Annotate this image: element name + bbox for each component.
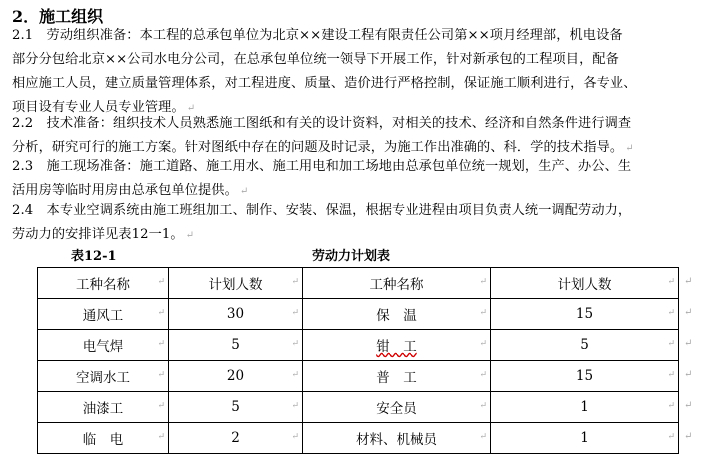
table-cell: 材料、机械员 ↵	[303, 423, 491, 454]
table-row	[38, 299, 679, 330]
text-line: 2.2 技术准备：组织技术人员熟悉施工图纸和有关的设计资料，对相关的技术、经济和自然条件进行调查	[12, 116, 632, 131]
row-end-mark-icon: ↵	[684, 276, 693, 287]
table-row	[38, 330, 679, 361]
table-cell: 安全员 ↵	[303, 392, 491, 423]
table-cell: 5 ↵	[169, 330, 303, 361]
cell-mark-icon: ↵	[667, 277, 675, 287]
text-line: 2.4 本专业空调系统由施工班组加工、制作、安装、保温，根据专业进程由项目负责人统一调配劳动力，	[12, 203, 632, 218]
paragraph-mark-icon: ↵	[186, 103, 196, 114]
section-heading: 2．施工组织	[12, 7, 104, 26]
text-line-content: 分析，研究可行的施工方案。针对图纸中存在的问题及时记录，为施工作出准确的、科．学的技术指导。	[12, 140, 624, 155]
table-cell: 15 ↵	[491, 299, 679, 330]
table-cell: 5 ↵	[491, 330, 679, 361]
table-cell: 2 ↵	[169, 423, 303, 454]
header-cell: 计划人数 ↵	[491, 268, 679, 299]
row-end-mark-icon: ↵	[684, 338, 693, 349]
table-header-row	[38, 268, 679, 299]
table-cell: 普 工 ↵	[303, 361, 491, 392]
table-cell: 15 ↵	[491, 361, 679, 392]
paragraph-mark-icon: ↵	[239, 186, 249, 197]
table-cell: 5 ↵	[169, 392, 303, 423]
text-line: 2.1 劳动组织准备：本工程的总承包单位为北京××建设工程有限责任公司第××项月经理部，机电设备	[12, 28, 623, 43]
text-line: 相应施工人员，建立质量管理体系，对工程进度、质量、造价进行严格控制，保证施工顺利进行，各专业、	[12, 76, 637, 91]
paragraph-2-3	[12, 155, 712, 203]
text-line-content: 活用房等临时用房由总承包单位提供。	[12, 183, 238, 198]
table-cell: 临 电 ↵	[38, 423, 169, 454]
row-end-mark-icon: ↵	[684, 307, 693, 318]
table-cell: 通风工 ↵	[38, 299, 169, 330]
table-title: 劳动力计划表	[312, 249, 391, 264]
table-cell: 保 温 ↵	[303, 299, 491, 330]
text-line-content: 劳动力的安排详见表12一1。	[12, 227, 184, 242]
table-cell: 空调水工 ↵	[38, 361, 169, 392]
labor-plan-table	[37, 267, 679, 454]
paragraph-2-2	[12, 112, 712, 160]
paragraph-mark-icon: ↵	[185, 230, 195, 241]
text-line	[12, 223, 712, 247]
paragraph-mark-icon: ↵	[625, 143, 634, 154]
text-line-content: 项目设有专业人员专业管理。	[12, 100, 185, 115]
header-cell: 计划人数 ↵	[169, 268, 303, 299]
table-cell: 油漆工 ↵	[38, 392, 169, 423]
paragraph-2-1	[12, 24, 712, 120]
cell-mark-icon: ↵	[157, 277, 165, 287]
cell-mark-icon: ↵	[479, 277, 487, 287]
table-row	[38, 361, 679, 392]
header-cell: 工种名称 ↵	[303, 268, 491, 299]
table-cell: 20 ↵	[169, 361, 303, 392]
table-cell: 钳 工 ↵	[303, 330, 491, 361]
table-cell: 1 ↵	[491, 392, 679, 423]
table-row	[38, 423, 679, 454]
row-end-mark-icon: ↵	[684, 400, 693, 411]
paragraph-2-4	[12, 199, 712, 247]
table-cell: 1 ↵	[491, 423, 679, 454]
table-row	[38, 392, 679, 423]
row-end-mark-icon: ↵	[684, 369, 693, 380]
table-cell: 电气焊 ↵	[38, 330, 169, 361]
table-number-label: 表12-1	[71, 249, 117, 264]
text-line: 2.3 施工现场准备：施工道路、施工用水、施工用电和加工场地由总承包单位统一规划，生产、办公、生	[12, 159, 632, 174]
table-cell: 30 ↵	[169, 299, 303, 330]
header-cell: 工种名称 ↵	[38, 268, 169, 299]
cell-mark-icon: ↵	[291, 277, 299, 287]
row-end-mark-icon: ↵	[684, 431, 693, 442]
text-line: 部分分包给北京××公司水电分公司，在总承包单位统一领导下开展工作，针对新承包的工程项目，配备	[12, 52, 619, 67]
